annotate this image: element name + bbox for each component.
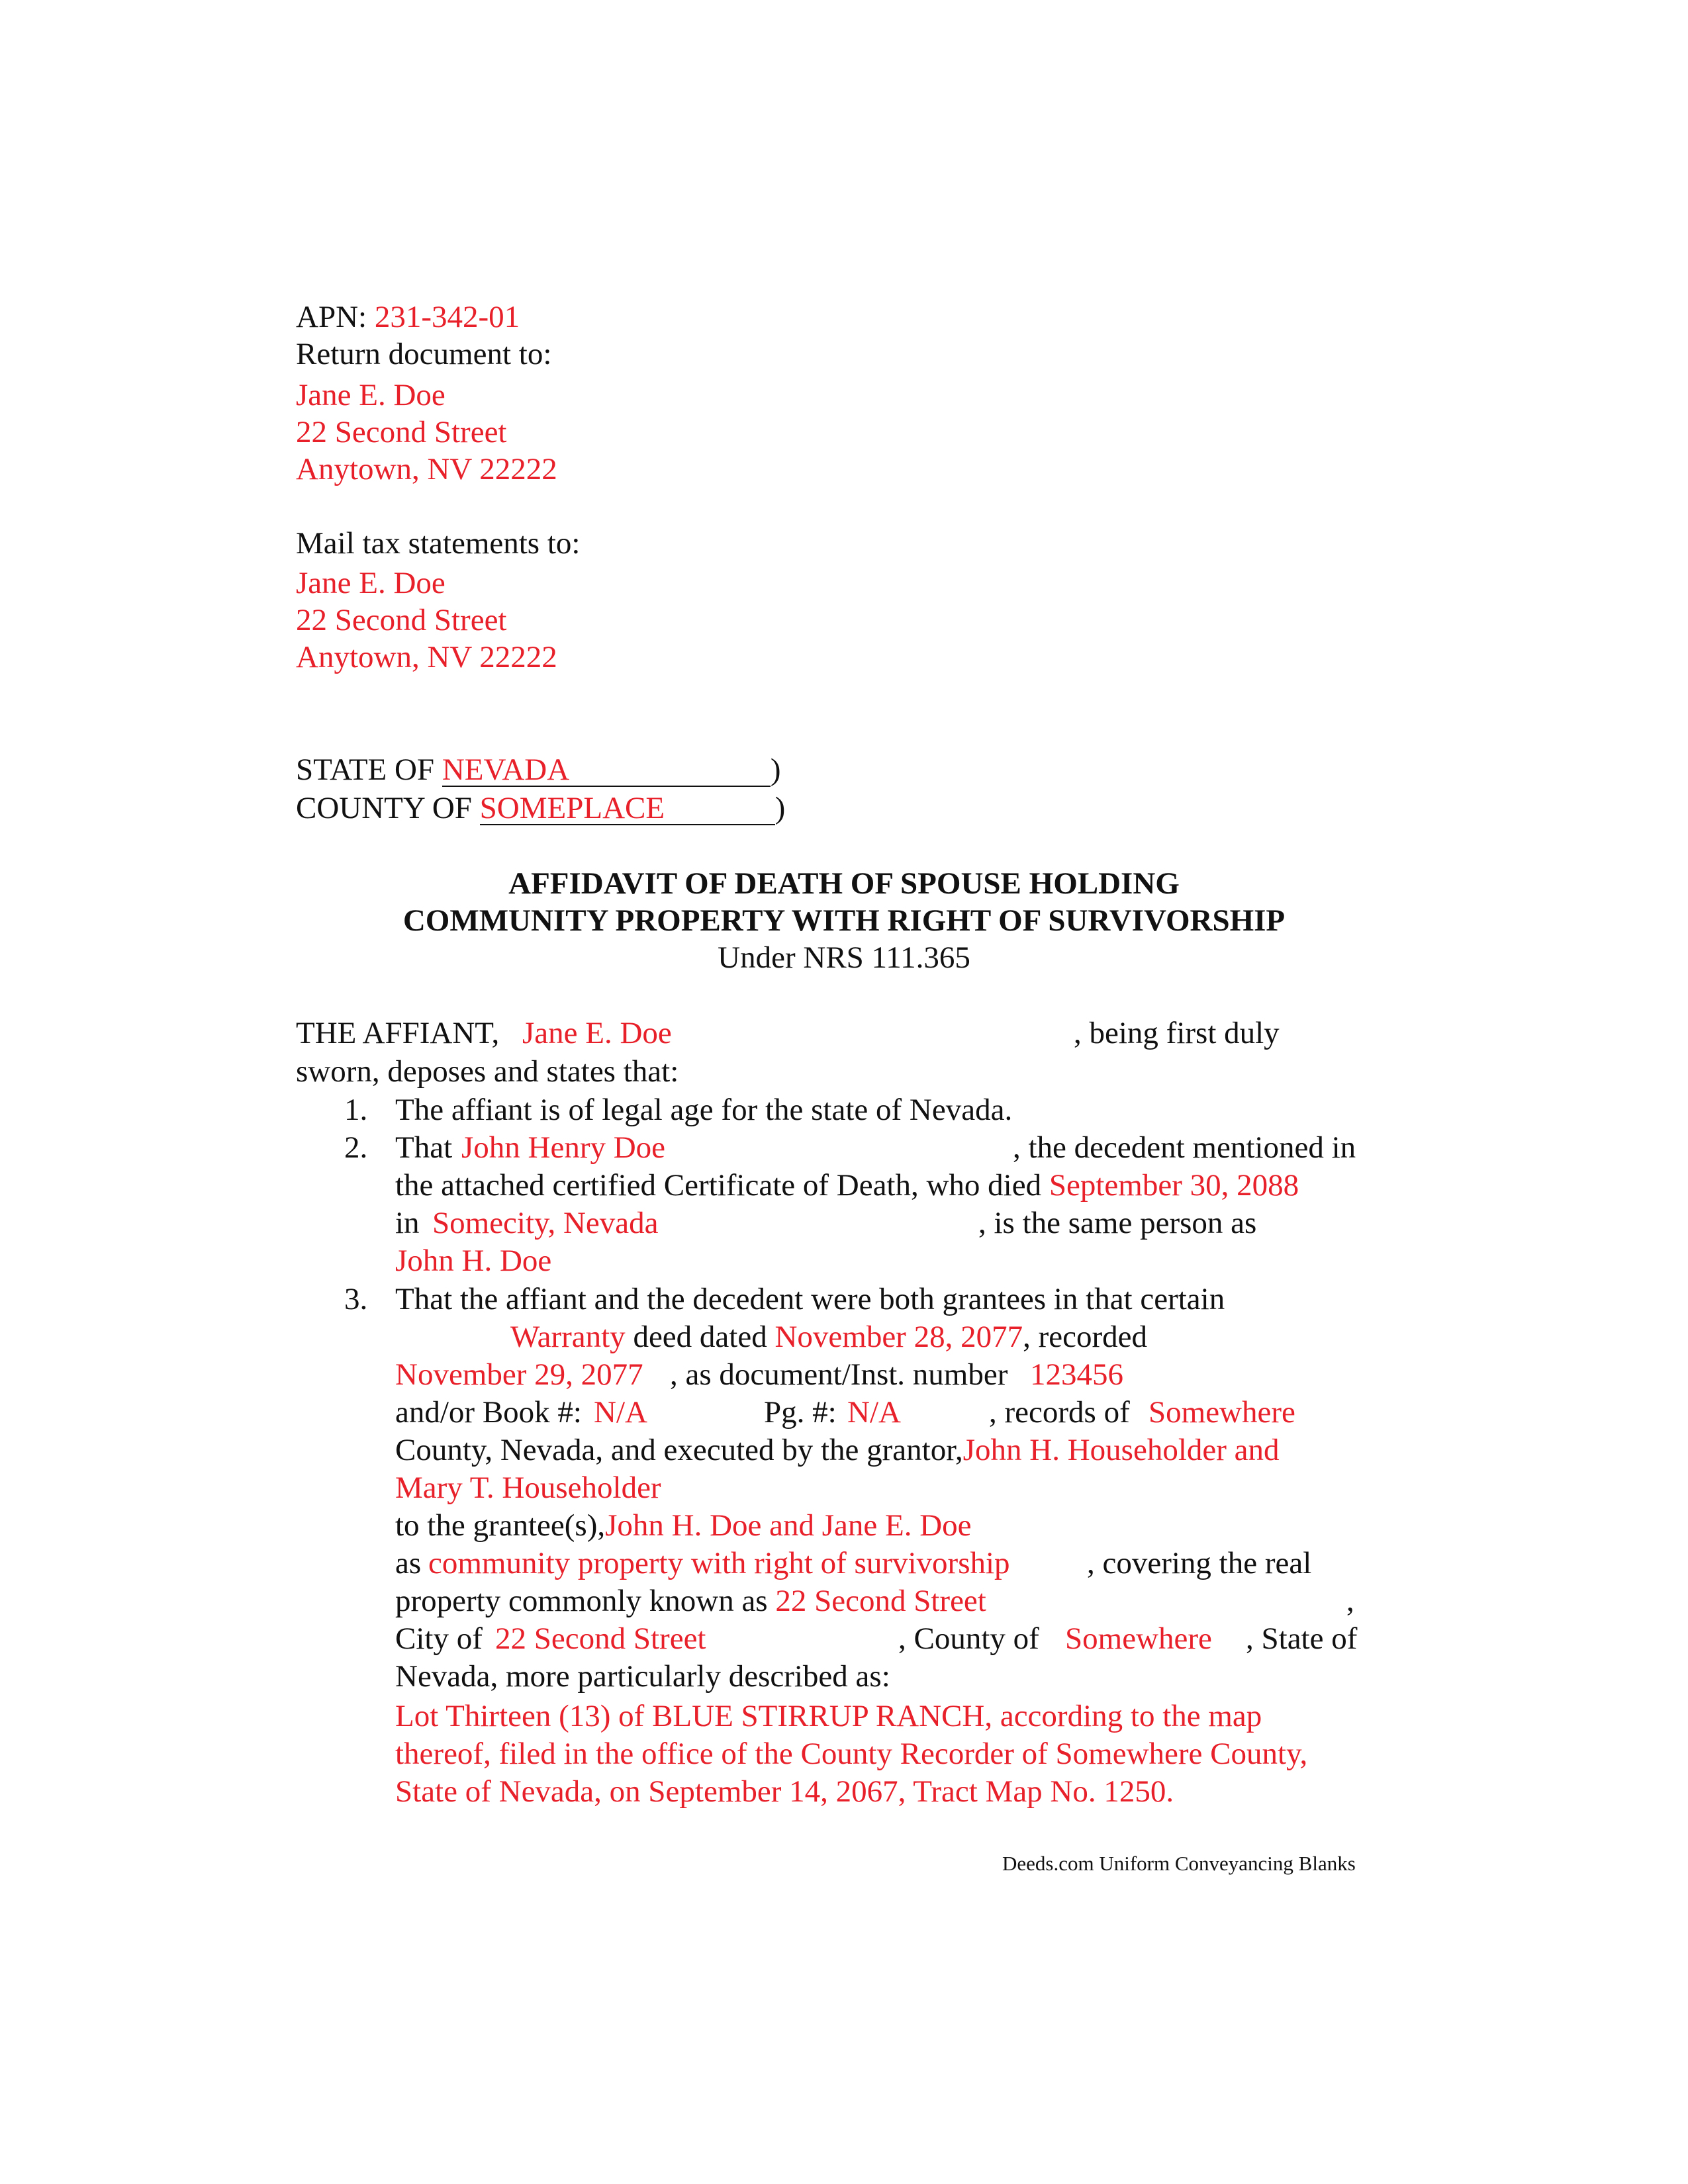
legal-description-1: Lot Thirteen (13) of BLUE STIRRUP RANCH, according to the map (395, 1699, 1262, 1733)
item-1-text: The affiant is of legal age for the state of Nevada. (395, 1093, 1013, 1127)
legal-description-2: thereof, filed in the office of the County Recorder of Somewhere County, (395, 1737, 1308, 1771)
grantor-line (395, 1435, 1280, 1466)
recorded-label: , recorded (1023, 1320, 1147, 1354)
county-blank (480, 793, 775, 825)
county-line (296, 793, 785, 825)
recorded-date: November 29, 2077 (395, 1357, 643, 1392)
page-label: Pg. #: (764, 1395, 837, 1430)
doc-number: 123456 (1030, 1357, 1123, 1392)
decedent-alias: John H. Doe (395, 1244, 552, 1278)
return-city: Anytown, NV 22222 (296, 452, 557, 486)
records-label: , records of (989, 1395, 1130, 1430)
apn-line (296, 302, 520, 333)
item-2-line-2 (395, 1170, 1299, 1201)
grantor-names-1: John H. Householder and (962, 1433, 1280, 1467)
deed-type: Warranty (510, 1320, 626, 1354)
records-county: Somewhere (1149, 1395, 1295, 1430)
apn-value: 231-342-01 (374, 300, 520, 334)
mail-name: Jane E. Doe (296, 566, 445, 600)
property-address: 22 Second Street (775, 1584, 986, 1618)
city-label: City of (395, 1621, 483, 1656)
affiant-tail: , being first duly (1074, 1016, 1280, 1050)
item-2-that: That (395, 1130, 453, 1165)
item-2-same-person: , is the same person as (978, 1206, 1257, 1240)
item-2-in: in (395, 1206, 420, 1240)
decedent-name: John Henry Doe (461, 1130, 666, 1165)
county-label: COUNTY OF (296, 791, 472, 825)
item-2-number: 2. (344, 1130, 368, 1165)
property-county: Somewhere (1065, 1621, 1212, 1656)
vesting: community property with right of survivorship (428, 1546, 1010, 1580)
mail-city: Anytown, NV 22222 (296, 640, 557, 674)
state-label: STATE OF (296, 752, 435, 787)
item-3-number: 3. (344, 1282, 368, 1316)
footer-text: Deeds.com Uniform Conveyancing Blanks (1002, 1852, 1356, 1875)
property-comma: , (1346, 1584, 1354, 1618)
state-paren: ) (770, 752, 781, 787)
county-executed-text: County, Nevada, and executed by the grantor, (395, 1433, 963, 1467)
return-street: 22 Second Street (296, 415, 507, 449)
death-date: September 30, 2088 (1049, 1168, 1299, 1203)
return-name: Jane E. Doe (296, 378, 445, 412)
mail-street: 22 Second Street (296, 603, 507, 637)
state-of-label: , State of (1246, 1621, 1358, 1656)
covering-label: , covering the real (1087, 1546, 1312, 1580)
page-value: N/A (847, 1395, 901, 1430)
city-value: 22 Second Street (495, 1621, 706, 1656)
county-of-label: , County of (898, 1621, 1039, 1656)
item-1-number: 1. (344, 1093, 368, 1127)
county-paren: ) (774, 791, 786, 825)
book-label: and/or Book #: (395, 1395, 582, 1430)
grantee-line (395, 1510, 972, 1541)
state-blank (442, 754, 771, 787)
apn-label: APN: (296, 300, 367, 334)
doc-number-label: , as document/Inst. number (670, 1357, 1008, 1392)
as-label: as (395, 1546, 422, 1580)
title-line-3: Under NRS 111.365 (718, 940, 970, 975)
item-3-line-1: That the affiant and the decedent were both grantees in that certain (395, 1282, 1225, 1316)
legal-description-3: State of Nevada, on September 14, 2067, Tract Map No. 1250. (395, 1774, 1174, 1809)
grantee-names: John H. Doe and Jane E. Doe (605, 1508, 972, 1543)
grantor-names-2: Mary T. Householder (395, 1471, 661, 1505)
title-line-2: COMMUNITY PROPERTY WITH RIGHT OF SURVIVORSHIP (402, 903, 1286, 938)
item-2-tail: , the decedent mentioned in (1013, 1130, 1356, 1165)
sworn-line: sworn, deposes and states that: (296, 1054, 679, 1089)
grantee-label: to the grantee(s), (395, 1508, 606, 1543)
state-value: NEVADA (442, 752, 570, 787)
affiant-name: Jane E. Doe (522, 1016, 672, 1050)
nevada-description-line: Nevada, more particularly described as: (395, 1659, 890, 1694)
state-line (296, 754, 780, 787)
affiant-label: THE AFFIANT, (296, 1016, 500, 1050)
deed-dated-label: deed dated (633, 1320, 767, 1354)
property-line (395, 1586, 986, 1617)
property-label: property commonly known as (395, 1584, 768, 1618)
title-line-1: AFFIDAVIT OF DEATH OF SPOUSE HOLDING (508, 866, 1180, 901)
return-label: Return document to: (296, 337, 552, 371)
deed-date: November 28, 2077 (774, 1320, 1023, 1354)
item-2-certificate-text: the attached certified Certificate of Death, who died (395, 1168, 1042, 1203)
mail-label: Mail tax statements to: (296, 526, 581, 561)
county-value: SOMEPLACE (479, 791, 665, 825)
item-3-deed-line (510, 1322, 1147, 1353)
book-value: N/A (594, 1395, 647, 1430)
death-place: Somecity, Nevada (432, 1206, 659, 1240)
